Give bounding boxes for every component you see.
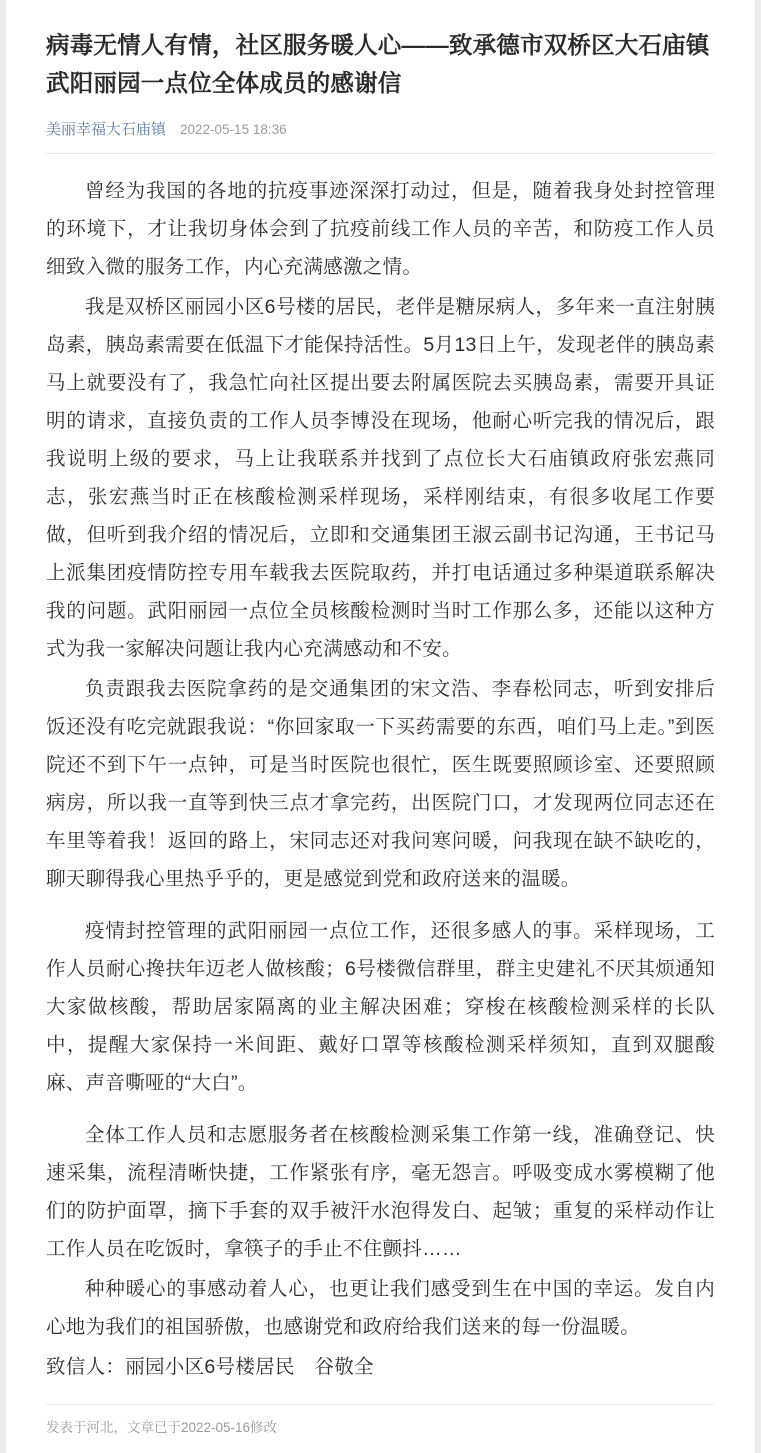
footer-note: 发表于河北，文章已于2022-05-16修改 [46,1404,715,1439]
paragraph: 负责跟我去医院拿药的是交通集团的宋文浩、李春松同志，听到安排后饭还没有吃完就跟我说：“你回家取一下买药需要的东西，咱们马上走。”到医院还不到下午一点钟，可是当时医院也很忙，医生既要照顾诊室、还要照顾病房，所以我一直等到快三点才拿完药，出医院门口，才发现两位同志还在车里等着我！返回的路上，宋同志还对我问寒问暖，问我现在缺不缺吃的，聊天聊得我心里热乎乎的，更是感觉到党和政府送来的温暖。 [46,678,715,890]
article-footer [6,1404,755,1453]
paragraph: 曾经为我国的各地的抗疫事迹深深打动过，但是，随着我身处封控管理的环境下，才让我切身体会到了抗疫前线工作人员的辛苦，和防疫工作人员细致入微的服务工作，内心充满感激之情。 [46,180,715,278]
paragraph: 全体工作人员和志愿服务者在核酸检测采集工作第一线，准确登记、快速采集，流程清晰快捷，工作紧张有序，毫无怨言。呼吸变成水雾模糊了他们的防护面罩，摘下手套的双手被汗水泡得发白、起皱；重复的采样动作让工作人员在吃饭时，拿筷子的手止不住颤抖…… [46,1124,715,1260]
signature-line: 致信人：丽园小区6号楼居民 谷敬全 [46,1356,374,1378]
paragraph: 疫情封控管理的武阳丽园一点位工作，还很多感人的事。采样现场，工作人员耐心搀扶年迈老人做核酸；6号楼微信群里，群主史建礼不厌其烦通知大家做核酸，帮助居家隔离的业主解决困难；穿梭在核酸检测采样的长队中，提醒大家保持一米间距、戴好口罩等核酸检测采样须知，直到双腿酸麻、声音嘶哑的“大白”。 [46,920,715,1094]
header-divider [46,153,715,154]
article-body [46,172,715,1386]
paragraph: 种种暖心的事感动着人心，也更让我们感受到生在中国的幸运。发自内心地为我们的祖国骄傲，也感谢党和政府给我们送来的每一份温暖。 [46,1278,715,1338]
account-name-link[interactable]: 美丽幸福大石庙镇 [46,121,167,138]
article-container [6,0,755,1386]
publish-date: 2022-05-15 18:36 [180,122,287,137]
paragraph: 我是双桥区丽园小区6号楼的居民，老伴是糖尿病人，多年来一直注射胰岛素，胰岛素需要在低温下才能保持活性。5月13日上午，发现老伴的胰岛素马上就要没有了，我急忙向社区提出要去附属医院去买胰岛素，需要开具证明的请求，直接负责的工作人员李博没在现场，他耐心听完我的情况后，跟我说明上级的要求，马上让我联系并找到了点位长大石庙镇政府张宏燕同志，张宏燕当时正在核酸检测采样现场，采样刚结束，有很多收尾工作要做，但听到我介绍的情况后，立即和交通集团王淑云副书记沟通，王书记马上派集团疫情防控专用车载我去医院取药，并打电话通过多种渠道联系解决我的问题。武阳丽园一点位全员核酸检测时当时工作那么多，还能以这种方式为我一家解决问题让我内心充满感动和不安。 [46,296,715,660]
page-title: 病毒无情人有情，社区服务暖人心——致承德市双桥区大石庙镇武阳丽园一点位全体成员的感谢信 [46,32,710,96]
article-meta [46,118,715,139]
